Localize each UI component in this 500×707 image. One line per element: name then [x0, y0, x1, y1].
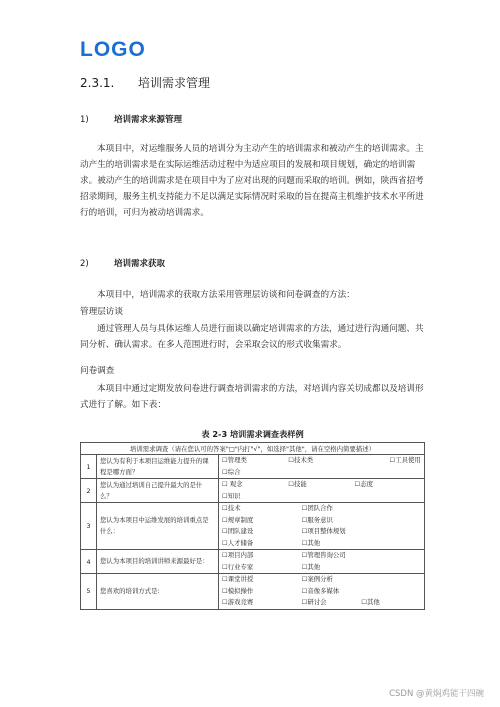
- row-question: 您认为本项目中运维发展的培训重点是什么：: [97, 503, 219, 550]
- row-question: 您喜欢的培训方式是:: [97, 574, 219, 610]
- row-options: [219, 550, 425, 574]
- subheading-2-title: 培训需求获取: [114, 259, 166, 269]
- row-number: 4: [81, 550, 97, 574]
- paragraph-questionnaire: 本项目中通过定期发放问卷进行调查培训需求的方法，对培训内容关切成都以及培训形式进行了解。如下表：: [80, 384, 424, 410]
- item-questionnaire-title: 问卷调查: [80, 366, 115, 376]
- option-checkbox[interactable]: ☐项目内部: [222, 551, 254, 559]
- option-checkbox[interactable]: ☐知识: [222, 491, 241, 500]
- option-checkbox[interactable]: ☐综合: [222, 467, 241, 476]
- table-row: [81, 503, 425, 550]
- option-checkbox[interactable]: ☐规章制度: [222, 515, 254, 524]
- row-number: 3: [81, 503, 97, 550]
- option-checkbox[interactable]: ☐技术: [222, 504, 241, 512]
- row-question: 您认为有利于本项目运维能力提升的课程是哪方面？: [97, 455, 219, 479]
- option-checkbox[interactable]: ☐团队合作: [301, 504, 333, 512]
- option-checkbox[interactable]: ☐游戏竞赛: [222, 598, 254, 606]
- subheading-1: [80, 113, 182, 125]
- table-header: 培训需求调查（请在您认可的答案"□"内打"√"，如选择"其他"，请在空格内简要描述）: [81, 443, 425, 455]
- subheading-1-number: 1): [80, 115, 89, 125]
- option-checkbox[interactable]: ☐ 观念: [222, 480, 243, 488]
- option-checkbox[interactable]: ☐音像多媒体: [301, 586, 340, 595]
- item-interview-title: 管理层访谈: [80, 307, 123, 317]
- row-options: [219, 503, 425, 550]
- paragraph-acquisition-intro: 本项目中，培训需求的获取方法采用管理层访谈和问卷调查的方法：: [97, 290, 355, 300]
- option-checkbox[interactable]: ☐团队建设: [222, 527, 254, 535]
- option-checkbox[interactable]: ☐工具使用: [389, 456, 421, 464]
- table-row: [81, 550, 425, 574]
- subheading-1-title: 培训需求来源管理: [114, 115, 183, 125]
- row-question: 您认为本项目的培训讲师来源最好是：: [97, 550, 219, 574]
- paragraph-interview: 通过管理人员与具体运维人员进行面谈以确定培训需求的方法，通过进行沟通问题、共同分析、确认需求。在多人范围进行时，会采取会议的形式收集需求。: [80, 324, 424, 350]
- subheading-2: [80, 257, 165, 269]
- paragraph-training-source: 本项目中，对运维服务人员的培训分为主动产生的培训需求和被动产生的培训需求。主动产生的培训需求是在实际运维活动过程中为适应项目的发展和项目规划，确定的培训需求。被动产生的培训需求是在项目中为了应对出现的问题而采取的培训。例如，陕西省招考招录期间，服务主机支持能力不足以满足实际情况时采取的旨在提高主机维护技术水平所进行的培训，可归为被动培训需求。: [80, 144, 424, 218]
- option-checkbox[interactable]: ☐技能: [288, 480, 307, 488]
- table-caption: 表 2-3 培训需求调查表样例: [201, 429, 304, 439]
- survey-table: [80, 442, 425, 610]
- option-checkbox[interactable]: ☐服务意识: [301, 515, 333, 524]
- subheading-2-number: 2): [80, 259, 89, 269]
- option-checkbox[interactable]: ☐态度: [354, 480, 374, 488]
- row-question: 您认为通过培训自己提升最大的是什么？: [97, 479, 219, 503]
- row-number: 5: [81, 574, 97, 610]
- option-checkbox[interactable]: ☐人才储备: [222, 538, 254, 547]
- option-checkbox[interactable]: ☐技术类: [288, 456, 314, 464]
- option-checkbox[interactable]: ☐管理类: [222, 456, 247, 464]
- option-checkbox[interactable]: ☐模拟操作: [222, 586, 254, 595]
- watermark: CSDN @黄焖鸡能干四碗: [389, 689, 484, 699]
- option-checkbox[interactable]: ☐研讨会: [301, 598, 327, 606]
- option-checkbox[interactable]: ☐项目整体规划: [301, 527, 346, 535]
- table-row: [81, 574, 425, 610]
- section-number: 2.3.1.: [80, 76, 115, 90]
- table-row: [81, 455, 425, 479]
- section-heading: [80, 74, 210, 91]
- table-row: [81, 479, 425, 503]
- logo: LOGO: [80, 38, 146, 61]
- row-options: [219, 479, 425, 503]
- option-checkbox[interactable]: ☐其他: [361, 598, 380, 606]
- option-checkbox[interactable]: ☐课堂讲授: [222, 575, 254, 583]
- row-number: 2: [81, 479, 97, 503]
- option-checkbox[interactable]: ☐管理咨询公司: [301, 551, 346, 559]
- option-checkbox[interactable]: ☐其他: [301, 538, 321, 547]
- row-number: 1: [81, 455, 97, 479]
- option-checkbox[interactable]: ☐其他: [301, 562, 321, 571]
- row-options: [219, 455, 425, 479]
- option-checkbox[interactable]: ☐行业专家: [222, 562, 254, 571]
- option-checkbox[interactable]: ☐案例分析: [301, 575, 333, 583]
- section-title: 培训需求管理: [138, 76, 211, 90]
- row-options: [219, 574, 425, 610]
